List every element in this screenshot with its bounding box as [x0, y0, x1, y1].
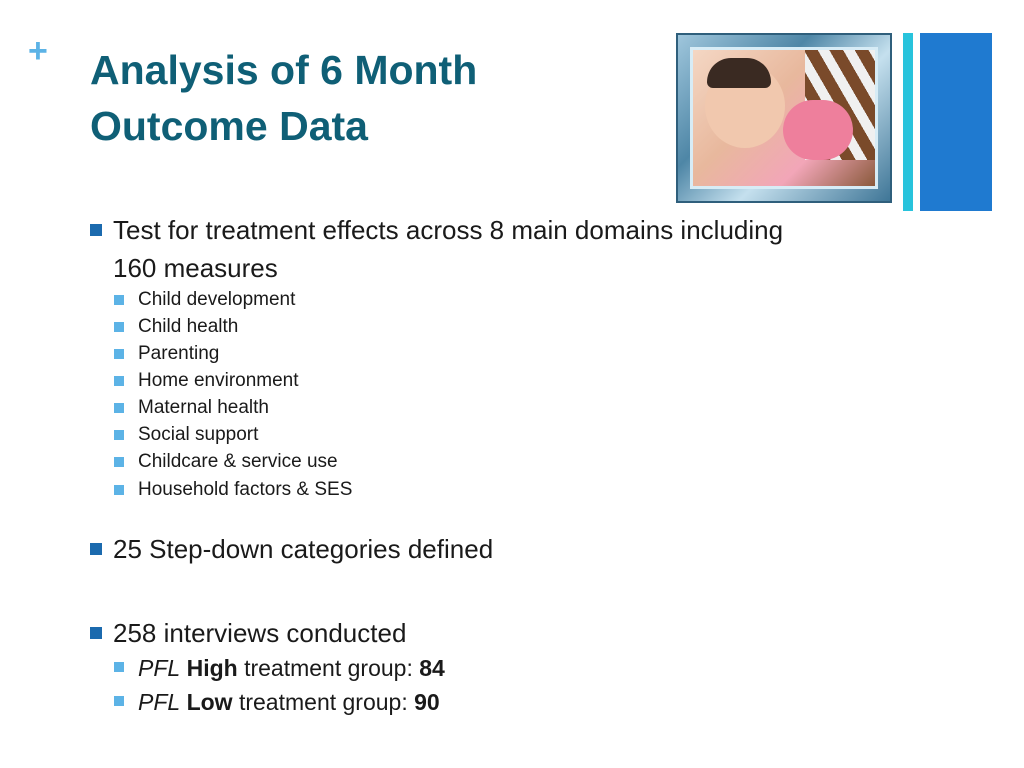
bullet-interviews	[90, 614, 406, 652]
group-prefix: PFL	[138, 655, 181, 681]
bullet-text: 25 Step-down categories defined	[113, 534, 494, 564]
group-level: High	[186, 655, 238, 681]
bullet-square-icon	[114, 696, 124, 706]
photo-content	[690, 47, 878, 189]
bullet-square-icon	[114, 376, 124, 386]
list-item	[114, 286, 295, 313]
group-level: Low	[186, 689, 233, 715]
list-item	[114, 313, 238, 340]
bullet-square-icon	[114, 295, 124, 305]
baby-photo	[676, 33, 892, 203]
pink-sleeve	[783, 100, 853, 160]
bullet-square-icon	[114, 485, 124, 495]
list-item	[114, 367, 299, 394]
group-suffix: treatment group:	[232, 689, 415, 715]
title-line-2: Outcome Data	[90, 103, 368, 149]
bullet-square-icon	[114, 430, 124, 440]
group-prefix: PFL	[138, 689, 181, 715]
domain-label: Child development	[138, 289, 296, 310]
domain-label: Child health	[138, 316, 239, 337]
bullet-text: 258 interviews conducted	[113, 618, 407, 648]
domain-label: Parenting	[138, 343, 220, 364]
domain-label: Household factors & SES	[138, 479, 353, 500]
list-item	[114, 421, 258, 448]
bullet-square-icon	[114, 457, 124, 467]
domain-label: Maternal health	[138, 397, 269, 418]
bullet-square-icon	[114, 403, 124, 413]
plus-icon: +	[28, 32, 48, 70]
bullet-text-line-2: 160 measures	[113, 253, 278, 283]
accent-bar-wide	[920, 33, 992, 211]
baby-hair	[707, 58, 771, 88]
group-suffix: treatment group:	[237, 655, 420, 681]
list-item	[114, 394, 269, 421]
bullet-square-icon	[114, 662, 124, 672]
bullet-step-down	[90, 530, 493, 568]
bullet-treatment-effects	[90, 211, 783, 287]
list-item	[114, 476, 352, 503]
bullet-square-icon	[90, 627, 102, 639]
accent-bar-thin	[903, 33, 913, 211]
list-item	[114, 340, 219, 367]
domain-label: Childcare & service use	[138, 451, 338, 472]
list-item	[114, 448, 338, 475]
bullet-square-icon	[90, 543, 102, 555]
bullet-text-line-1: Test for treatment effects across 8 main domains including	[113, 215, 784, 245]
domain-label: Home environment	[138, 370, 299, 391]
bullet-square-icon	[114, 349, 124, 359]
group-count: 90	[414, 689, 440, 715]
bullet-square-icon	[90, 224, 102, 236]
list-item	[114, 685, 440, 719]
slide-title	[90, 42, 650, 154]
list-item	[114, 651, 445, 685]
domain-label: Social support	[138, 424, 259, 445]
title-line-1: Analysis of 6 Month	[90, 47, 478, 93]
bullet-square-icon	[114, 322, 124, 332]
group-count: 84	[419, 655, 445, 681]
